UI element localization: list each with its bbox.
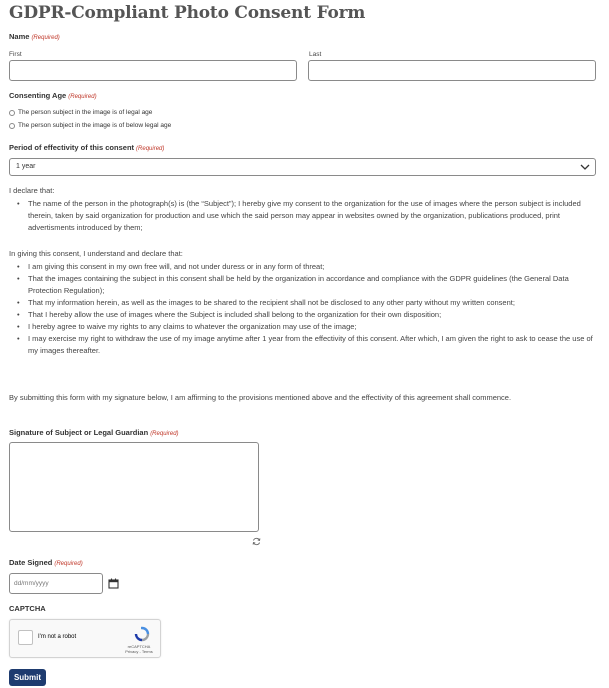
date-input[interactable]: dd/mm/yyyy (9, 573, 103, 594)
age-option-below-legal[interactable] (9, 122, 171, 129)
list-item: • I hereby agree to waive my rights to any claims to whatever the organization may use of the image; (16, 321, 596, 333)
required-marker: (Required) (31, 35, 60, 41)
signature-pad[interactable] (9, 442, 259, 532)
first-name-input[interactable] (9, 60, 297, 81)
captcha-label: CAPTCHA (9, 604, 46, 613)
consenting-age-label (9, 91, 97, 100)
submit-button[interactable]: Submit (9, 669, 46, 686)
closing-statement: By submitting this form with my signature below, I am affirming to the provisions mentioned above and the effectivity of this agreement shall commence. (9, 393, 512, 402)
list-item: • I may exercise my right to withdraw the use of my image anytime after 1 year from the effectivity of this consent. After which, I am given the right to ask to cease the use of my images thereafter. (16, 333, 596, 357)
required-marker: (Required) (68, 94, 97, 100)
date-signed-label-text: Date Signed (9, 558, 53, 567)
period-label-text: Period of effectivity of this consent (9, 143, 135, 152)
age-option-label: The person subject in the image is of legal age (18, 109, 153, 116)
name-label-text: Name (9, 32, 30, 41)
last-name-input[interactable] (308, 60, 596, 81)
recaptcha-brand (120, 644, 158, 654)
age-option-label: The person subject in the image is of below legal age (18, 122, 172, 129)
captcha-checkbox[interactable] (18, 630, 33, 645)
date-signed-label (9, 558, 83, 567)
list-item: • That the images containing the subject in this consent shall be held by the organization in accordance and compliance with the GDPR guidelines (the General Data Protection Regulation); (16, 273, 596, 297)
list-item: • I am giving this consent in my own free will, and not under duress or in any form of threat; (16, 261, 596, 273)
list-item: • The name of the person in the photograph(s) is (the “Subject”); I hereby give my consent to the organization for the use of images where the person subject is included therein, taken by said organization for production and use which the said person may appear in websites owned by the organization, publications produced, print advertisments introduced by them; (16, 198, 596, 234)
period-select[interactable] (9, 158, 596, 176)
period-selected-value: 1 year (16, 163, 36, 170)
required-marker: (Required) (54, 561, 83, 567)
first-name-label: First (9, 51, 22, 58)
recaptcha-brand-name: reCAPTCHA (127, 644, 151, 649)
required-marker: (Required) (150, 431, 179, 437)
radio-button[interactable] (9, 110, 15, 116)
declaration-intro: I declare that: (9, 186, 55, 195)
required-marker: (Required) (136, 146, 165, 152)
last-name-label: Last (309, 51, 322, 58)
captcha-checkbox-label: I'm not a robot (38, 634, 77, 640)
declaration-list (16, 198, 596, 234)
calendar-icon[interactable] (108, 578, 119, 589)
signature-label (9, 428, 179, 437)
understanding-list (16, 261, 596, 357)
radio-button[interactable] (9, 123, 15, 129)
name-label (9, 32, 60, 41)
understanding-intro: In giving this consent, I understand and declare that: (9, 249, 183, 258)
recaptcha-logo-icon (134, 626, 150, 642)
period-label (9, 143, 164, 152)
refresh-icon[interactable] (252, 537, 261, 546)
chevron-down-icon (580, 162, 590, 172)
recaptcha-links[interactable]: Privacy - Terms (125, 649, 153, 654)
age-option-legal[interactable] (9, 109, 152, 116)
list-item: • That my information herein, as well as the images to be shared to the recipient shall not be disclosed to any other party without my written consent; (16, 297, 596, 309)
signature-label-text: Signature of Subject or Legal Guardian (9, 428, 149, 437)
consenting-age-label-text: Consenting Age (9, 91, 67, 100)
recaptcha-widget (9, 619, 161, 658)
list-item: • That I hereby allow the use of images where the Subject is included shall belong to the organization for their own disposition; (16, 309, 596, 321)
form-title: GDPR-Compliant Photo Consent Form (9, 3, 366, 23)
